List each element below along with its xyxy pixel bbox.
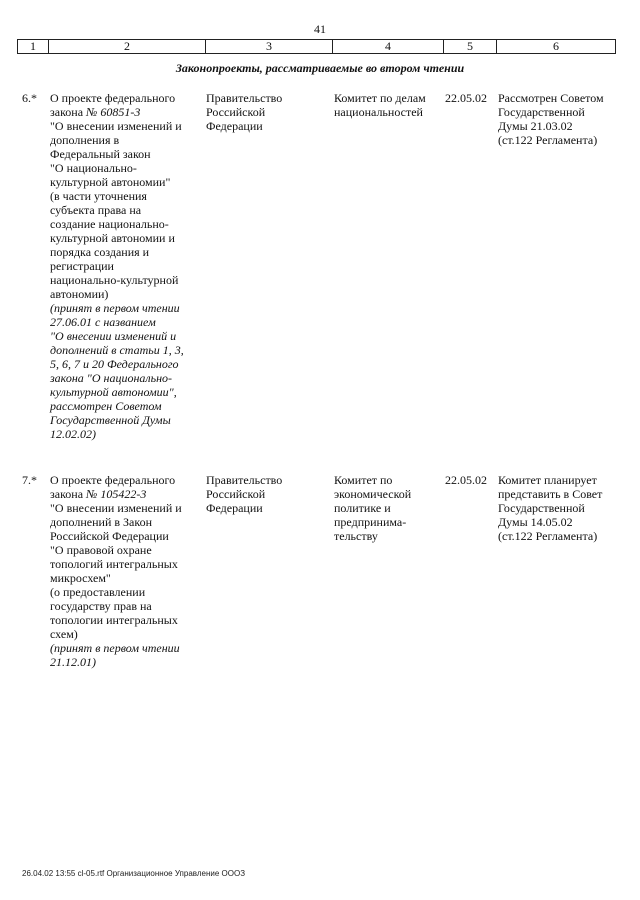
bill-title-prefix: О проекте федерального закона <box>50 91 176 119</box>
bill-title <box>50 473 200 669</box>
column-number-header <box>17 39 616 54</box>
bill-title-body: "О внесении изменений и дополнения в Федеральный закон "О национально- культурной автономии" (в части уточнения субъекта права на создание национально- культурной автономии и порядка создания и регистрации национально-культурной автономии) <box>50 119 182 301</box>
column-number-5: 5 <box>444 40 497 54</box>
bill-date: 22.05.02 <box>445 91 487 105</box>
bill-title-prefix: О проекте федерального закона <box>50 473 176 501</box>
bill-committee: Комитет по делам национальностей <box>334 91 426 119</box>
bill-first-reading-note: (принят в первом чтении 21.12.01) <box>50 641 180 669</box>
column-number-2: 2 <box>49 40 206 54</box>
bill-title <box>50 91 200 441</box>
page-number: 41 <box>314 22 326 36</box>
bill-author: Правительство Российской Федерации <box>206 91 283 133</box>
bill-status: Комитет планирует представить в Совет Государственной Думы 14.05.02 (ст.122 Регламента) <box>498 473 603 543</box>
bill-registration-number: № 60851-3 <box>86 105 141 119</box>
column-number-6: 6 <box>497 40 616 54</box>
page-footer: 26.04.02 13:55 cl-05.rtf Организационное Управление ОООЗ <box>22 869 246 878</box>
section-title: Законопроекты, рассматриваемые во втором чтении <box>175 61 465 75</box>
bill-status: Рассмотрен Советом Государственной Думы 21.03.02 (ст.122 Регламента) <box>498 91 604 147</box>
bill-committee: Комитет по экономической политике и предпринима- тельству <box>334 473 412 543</box>
bill-first-reading-note: (принят в первом чтении 27.06.01 с названием "О внесении изменений и дополнений в статьи 1, 3, 5, 6, 7 и 20 Федерального закона "О национально- культурной автономии", рассмотрен Советом Государственной Думы 12.02.02) <box>50 301 184 441</box>
bill-author: Правительство Российской Федерации <box>206 473 283 515</box>
column-number-1: 1 <box>18 40 49 54</box>
bill-registration-number: № 105422-3 <box>86 487 147 501</box>
bill-number: 7.* <box>22 473 37 487</box>
bill-date: 22.05.02 <box>445 473 487 487</box>
column-number-4: 4 <box>333 40 444 54</box>
bill-number: 6.* <box>22 91 37 105</box>
column-number-3: 3 <box>206 40 333 54</box>
bill-title-body: "О внесении изменений и дополнений в Закон Российской Федерации "О правовой охране топологий интегральных микросхем" (о предоставлении государству прав на топологии интегральных схем) <box>50 501 182 641</box>
